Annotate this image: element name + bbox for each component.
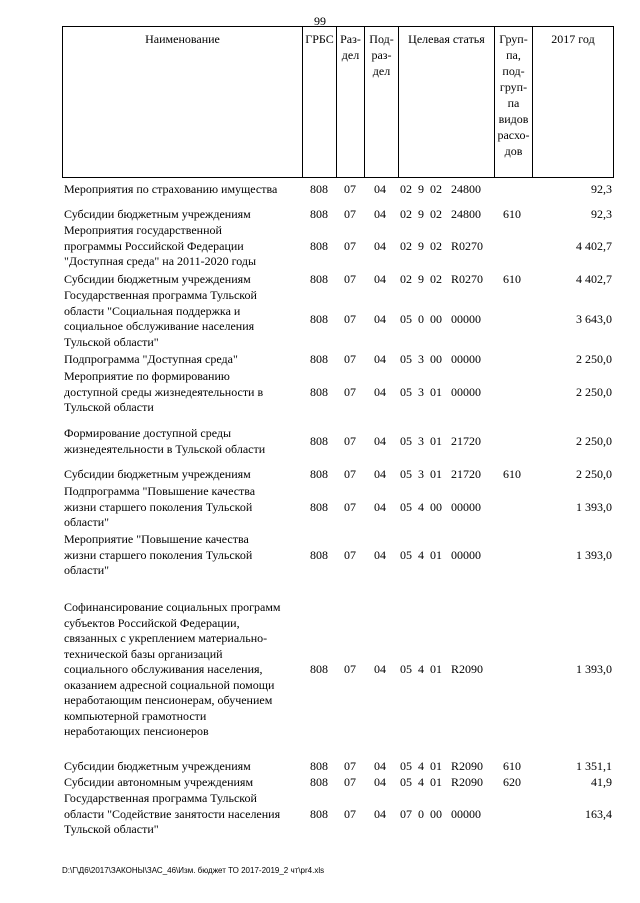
row-razdel: 07 (344, 500, 356, 514)
column-header-group: Груп- па, под- груп- па видов расхо- дов (495, 27, 533, 177)
row-target: 05 3 01 00000 (400, 385, 481, 399)
row-name: Государственная программа Тульской области "Социальная поддержка и социальное обслуживание населения Тульской области" (64, 288, 257, 349)
table-row (62, 207, 614, 223)
row-grbs: 808 (310, 548, 328, 562)
column-header-podrazdel: Под- раз- дел (365, 27, 399, 177)
row-target: 05 3 01 21720 (400, 434, 481, 448)
row-grbs: 808 (310, 207, 328, 221)
row-target: 02 9 02 R0270 (400, 239, 484, 253)
row-sum: 4 402,7 (576, 272, 612, 286)
row-name: Субсидии бюджетным учреждениям (64, 759, 251, 773)
row-razdel: 07 (344, 312, 356, 326)
row-target: 02 9 02 24800 (400, 182, 481, 196)
row-razdel: 07 (344, 239, 356, 253)
row-sum: 1 351,1 (576, 759, 612, 773)
row-razdel: 07 (344, 759, 356, 773)
row-target: 05 4 01 R2090 (400, 759, 484, 773)
row-razdel: 07 (344, 548, 356, 562)
row-name: Субсидии автономным учреждениям (64, 775, 254, 789)
row-grbs: 808 (310, 500, 328, 514)
table-row (62, 426, 614, 458)
row-podrazdel: 04 (374, 385, 386, 399)
row-name: Мероприятие по формированию доступной среды жизнедеятельности в Тульской области (64, 369, 264, 414)
table-header (62, 26, 614, 178)
row-podrazdel: 04 (374, 662, 386, 676)
row-podrazdel: 04 (374, 207, 386, 221)
row-name: Мероприятие "Повышение качества жизни старшего поколения Тульской области" (64, 532, 253, 577)
row-target: 05 3 00 00000 (400, 352, 481, 366)
row-target: 05 4 01 R2090 (400, 662, 484, 676)
column-header-name: Наименование (63, 27, 303, 177)
row-name: Государственная программа Тульской области "Содействие занятости населения Тульской области" (64, 791, 281, 836)
row-sum: 163,4 (585, 807, 612, 821)
row-target: 05 3 01 21720 (400, 467, 481, 481)
row-podrazdel: 04 (374, 182, 386, 196)
table-row (62, 369, 614, 417)
row-grbs: 808 (310, 239, 328, 253)
row-podrazdel: 04 (374, 272, 386, 286)
table-row (62, 352, 614, 368)
row-name: Софинансирование социальных программ субъектов Российской Федерации, связанных с укреплением материально- технической базы организаций социального обслуживания населения, оказанием адресной социальной помощи неработающим пенсионерам, обучением компьютерной грамотности неработающих пенсионеров (64, 600, 281, 738)
row-name: Субсидии бюджетным учреждениям (64, 272, 251, 286)
row-podrazdel: 04 (374, 807, 386, 821)
table-row (62, 223, 614, 271)
row-razdel: 07 (344, 807, 356, 821)
column-header-target: Целевая статья (399, 27, 495, 177)
row-sum: 3 643,0 (576, 312, 612, 326)
table-row (62, 272, 614, 288)
row-target: 07 0 00 00000 (400, 807, 481, 821)
table-row (62, 484, 614, 532)
column-header-2017: 2017 год (551, 32, 595, 46)
row-grbs: 808 (310, 352, 328, 366)
row-razdel: 07 (344, 775, 356, 789)
row-target: 02 9 02 R0270 (400, 272, 484, 286)
row-podrazdel: 04 (374, 467, 386, 481)
row-podrazdel: 04 (374, 775, 386, 789)
row-razdel: 07 (344, 272, 356, 286)
row-target: 02 9 02 24800 (400, 207, 481, 221)
row-sum: 41,9 (591, 775, 612, 789)
row-name: Субсидии бюджетным учреждениям (64, 467, 251, 481)
row-grbs: 808 (310, 807, 328, 821)
row-grbs: 808 (310, 272, 328, 286)
row-podrazdel: 04 (374, 548, 386, 562)
table-row (62, 288, 614, 352)
row-target: 05 4 01 R2090 (400, 775, 484, 789)
table-row (62, 532, 614, 580)
row-sum: 1 393,0 (576, 500, 612, 514)
table-row (62, 775, 614, 791)
row-sum: 92,3 (591, 182, 612, 196)
row-razdel: 07 (344, 207, 356, 221)
row-razdel: 07 (344, 434, 356, 448)
row-razdel: 07 (344, 182, 356, 196)
row-sum: 2 250,0 (576, 352, 612, 366)
row-razdel: 07 (344, 352, 356, 366)
row-name: Мероприятия государственной программы Российской Федерации "Доступная среда" на 2011-2020 годы (64, 223, 257, 268)
column-header-grbs: ГРБС (303, 27, 337, 177)
row-grbs: 808 (310, 434, 328, 448)
row-name: Мероприятия по страхованию имущества (64, 182, 278, 196)
row-group: 620 (503, 775, 521, 789)
column-header-razdel: Раз- дел (337, 27, 365, 177)
row-name: Подпрограмма "Повышение качества жизни старшего поколения Тульской области" (64, 484, 256, 529)
row-name: Подпрограмма "Доступная среда" (64, 352, 238, 366)
table-row (62, 467, 614, 483)
row-sum: 2 250,0 (576, 385, 612, 399)
row-group: 610 (503, 207, 521, 221)
row-grbs: 808 (310, 775, 328, 789)
row-target: 05 4 01 00000 (400, 548, 481, 562)
table-row (62, 182, 614, 198)
row-grbs: 808 (310, 385, 328, 399)
row-grbs: 808 (310, 182, 328, 196)
row-name: Субсидии бюджетным учреждениям (64, 207, 251, 221)
row-name: Формирование доступной среды жизнедеятельности в Тульской области (64, 426, 266, 456)
row-sum: 4 402,7 (576, 239, 612, 253)
row-razdel: 07 (344, 467, 356, 481)
row-razdel: 07 (344, 385, 356, 399)
row-group: 610 (503, 467, 521, 481)
row-grbs: 808 (310, 467, 328, 481)
row-group: 610 (503, 759, 521, 773)
row-razdel: 07 (344, 662, 356, 676)
row-podrazdel: 04 (374, 352, 386, 366)
row-grbs: 808 (310, 759, 328, 773)
row-sum: 1 393,0 (576, 548, 612, 562)
row-target: 05 0 00 00000 (400, 312, 481, 326)
row-sum: 2 250,0 (576, 467, 612, 481)
row-sum: 2 250,0 (576, 434, 612, 448)
row-sum: 92,3 (591, 207, 612, 221)
row-podrazdel: 04 (374, 434, 386, 448)
table-row (62, 600, 614, 744)
row-podrazdel: 04 (374, 759, 386, 773)
page-number: 99 (314, 14, 326, 28)
row-grbs: 808 (310, 312, 328, 326)
row-grbs: 808 (310, 662, 328, 676)
table-row (62, 791, 614, 839)
row-podrazdel: 04 (374, 500, 386, 514)
row-sum: 1 393,0 (576, 662, 612, 676)
row-group: 610 (503, 272, 521, 286)
row-podrazdel: 04 (374, 239, 386, 253)
row-podrazdel: 04 (374, 312, 386, 326)
table-row (62, 759, 614, 775)
file-path-footer: D:\Г\Д6\2017\ЗАКОНЫ\ЗАС_46\Изм. бюджет ТО 2017-2019_2 чт\pr4.xls (62, 866, 325, 875)
row-target: 05 4 00 00000 (400, 500, 481, 514)
